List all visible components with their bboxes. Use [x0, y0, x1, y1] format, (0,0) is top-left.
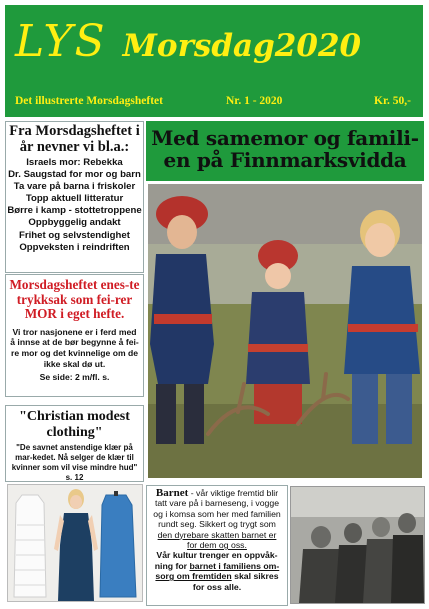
barnet-text-1: - vår viktige fremtid blir tatt vare på i barneseng, i vogge og i komsa som her med familien rundt seg. Sikkert og trygt som: [153, 488, 281, 530]
issue-number: Nr. 1 - 2020: [226, 95, 283, 107]
fashion-photo-drawing: [8, 485, 142, 601]
main-photo: [148, 184, 422, 478]
mor-box: [5, 274, 144, 397]
barnet-text-2: Vår kultur trenger en oppvåk-ning for: [154, 550, 278, 571]
headline: Med samemor og famili-en på Finnmarksvidda: [151, 126, 419, 172]
issue-name: Morsdag2020: [122, 28, 362, 64]
list-item: Børre i kamp - stottetroppene: [7, 205, 142, 217]
brand-title: LYS: [15, 16, 107, 67]
barnet-text: [147, 486, 287, 594]
modest-heading: "Christian modest clothing": [19, 409, 130, 440]
main-photo-drawing: [148, 184, 422, 478]
barnet-text-3: skal sikres for oss alle.: [192, 571, 279, 592]
history-photo: [290, 486, 425, 604]
list-item: Israels mor: Rebekka: [26, 157, 123, 168]
modest-box: [5, 405, 144, 482]
masthead: [5, 5, 423, 117]
mor-body: Vi tror nasjonene er i ferd med å innse at de bør begynne å fei-re mor og det kvinnelige om de ikke skal dø ut.: [10, 326, 139, 369]
price: Kr. 50,-: [374, 95, 411, 107]
list-item: Topp aktuell litteratur: [25, 193, 124, 205]
subtitle: Det illustrerte Morsdagsheftet: [15, 95, 163, 107]
list-item: Oppbyggelig andakt: [28, 217, 121, 229]
barnet-box: [146, 485, 288, 606]
contents-list: [6, 157, 143, 254]
mor-heading: Morsdagsheftet enes-te trykksak som fei-rer MOR i eget hefte.: [9, 277, 140, 321]
headline-box: [146, 121, 424, 181]
list-item: Oppveksten i reindriften: [19, 241, 130, 253]
modest-body: "De savnet anstendige klær på mar-kedet. Nå selger de klær til kvinner som vil vise mindre hud" s. 12: [11, 443, 138, 482]
barnet-underlined-2: barnet i familiens om-sorg om fremtiden: [155, 560, 280, 582]
list-item: Ta vare på barna i friskoler: [13, 181, 136, 193]
contents-heading: Fra Morsdagsheftet i år nevner vi bl.a.:: [9, 123, 140, 155]
barnet-lead: Barnet: [155, 487, 189, 499]
list-item: Dr. Saugstad for mor og barn: [8, 169, 141, 181]
barnet-underlined-1: den dyrebare skatten barnet er for dem og oss.: [157, 529, 277, 551]
fashion-photo: [7, 484, 143, 602]
list-item: Frihet og selvstendighet: [19, 229, 130, 241]
history-photo-drawing: [291, 487, 424, 603]
title-row: [11, 11, 417, 73]
contents-box: [5, 121, 144, 273]
mor-page-ref: Se side: 2 m/fl. s.: [39, 371, 110, 382]
